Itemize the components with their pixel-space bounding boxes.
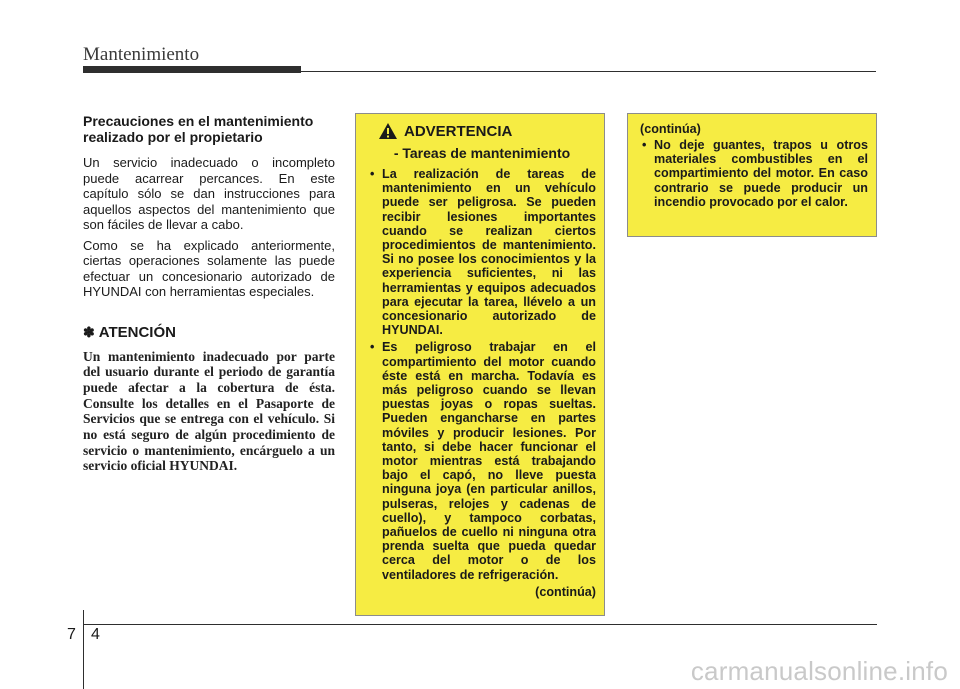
asterisk-icon: ✽: [83, 323, 95, 340]
warning-triangle-icon: [378, 122, 398, 140]
attention-heading: [83, 324, 335, 341]
list-item: • La realización de tareas de mantenimiento en un vehículo puede ser peligrosa. Se pueden recibir lesiones importantes cuando se realizan ciertos procedimientos de mantenimiento. Si no posee los conocimientos y la experiencia suficientes, ni las herramientas y equipos adecuados para ejecutar la tarea, llévelo a un concesionario autorizado de HYUNDAI.: [368, 167, 596, 337]
section-title: Precauciones en el mantenimiento realizado por el propietario: [83, 113, 314, 145]
warning-heading: [378, 122, 596, 140]
list-item: • No deje guantes, trapos u otros materiales combustibles en el compartimiento del motor. En caso contrario se puede producir un incendio provocado por el calor.: [640, 138, 868, 209]
continued-label: (continúa): [535, 584, 596, 599]
attention-text: Un mantenimiento inadecuado por parte del usuario durante el periodo de garantía puede afectar a la cobertura de ésta. Consulte los detalles en el Pasaporte de Servicios que se entrega con el vehículo. Si no está seguro de algún procedimiento de servicio o mantenimiento, encárguelo a un servicio oficial HYUNDAI.: [83, 348, 335, 474]
list-item: • Es peligroso trabajar en el compartimiento del motor cuando éste está en marcha. Todavía es más peligroso cuando se llevan puestas joyas o ropas sueltas. Pueden engancharse en partes móviles y producir lesiones. Por tanto, si debe hacer funcionar el motor mientras está trabajando bajo el capó, no lleve puesta ninguna joya (en particular anillos, pulseras, relojes y cadenas de cuello), y tampoco corbatas, pañuelos de cuello ni ninguna otra prenda suelta que pueda quedar cerca del motor o de los ventiladores de refrigeración.: [368, 340, 596, 581]
warning-continued-box: [627, 113, 877, 237]
chapter-number: 7: [67, 626, 76, 643]
warning-continued-list: [640, 138, 868, 209]
intro-paragraph: Un servicio inadecuado o incompleto puede acarrear percances. En este capítulo sólo se dan instrucciones para aquellos aspectos del mantenimiento que son fáciles de llevar a cabo.: [83, 155, 335, 232]
page-header-title: Mantenimiento: [83, 44, 200, 65]
dealer-paragraph: Como se ha explicado anteriormente, ciertas operaciones solamente las puede efectuar un concesionario autorizado de HYUNDAI con herramientas especiales.: [83, 237, 335, 299]
warning-box: [355, 113, 605, 616]
header-rule-thin: [301, 71, 876, 72]
footer-divider: [83, 610, 84, 689]
warning-list: [368, 167, 596, 582]
warning-subtitle: - Tareas de mantenimiento: [393, 145, 571, 161]
page-number: 4: [91, 626, 100, 643]
attention-title: ATENCIÓN: [98, 323, 176, 341]
left-column: [83, 113, 335, 474]
warning-title: ADVERTENCIA: [404, 122, 513, 140]
continued-heading: (continúa): [640, 122, 701, 136]
footer-rule: [83, 624, 877, 625]
header-rule-thick: [83, 66, 301, 73]
watermark-text: carmanualsonline.info: [690, 656, 948, 686]
